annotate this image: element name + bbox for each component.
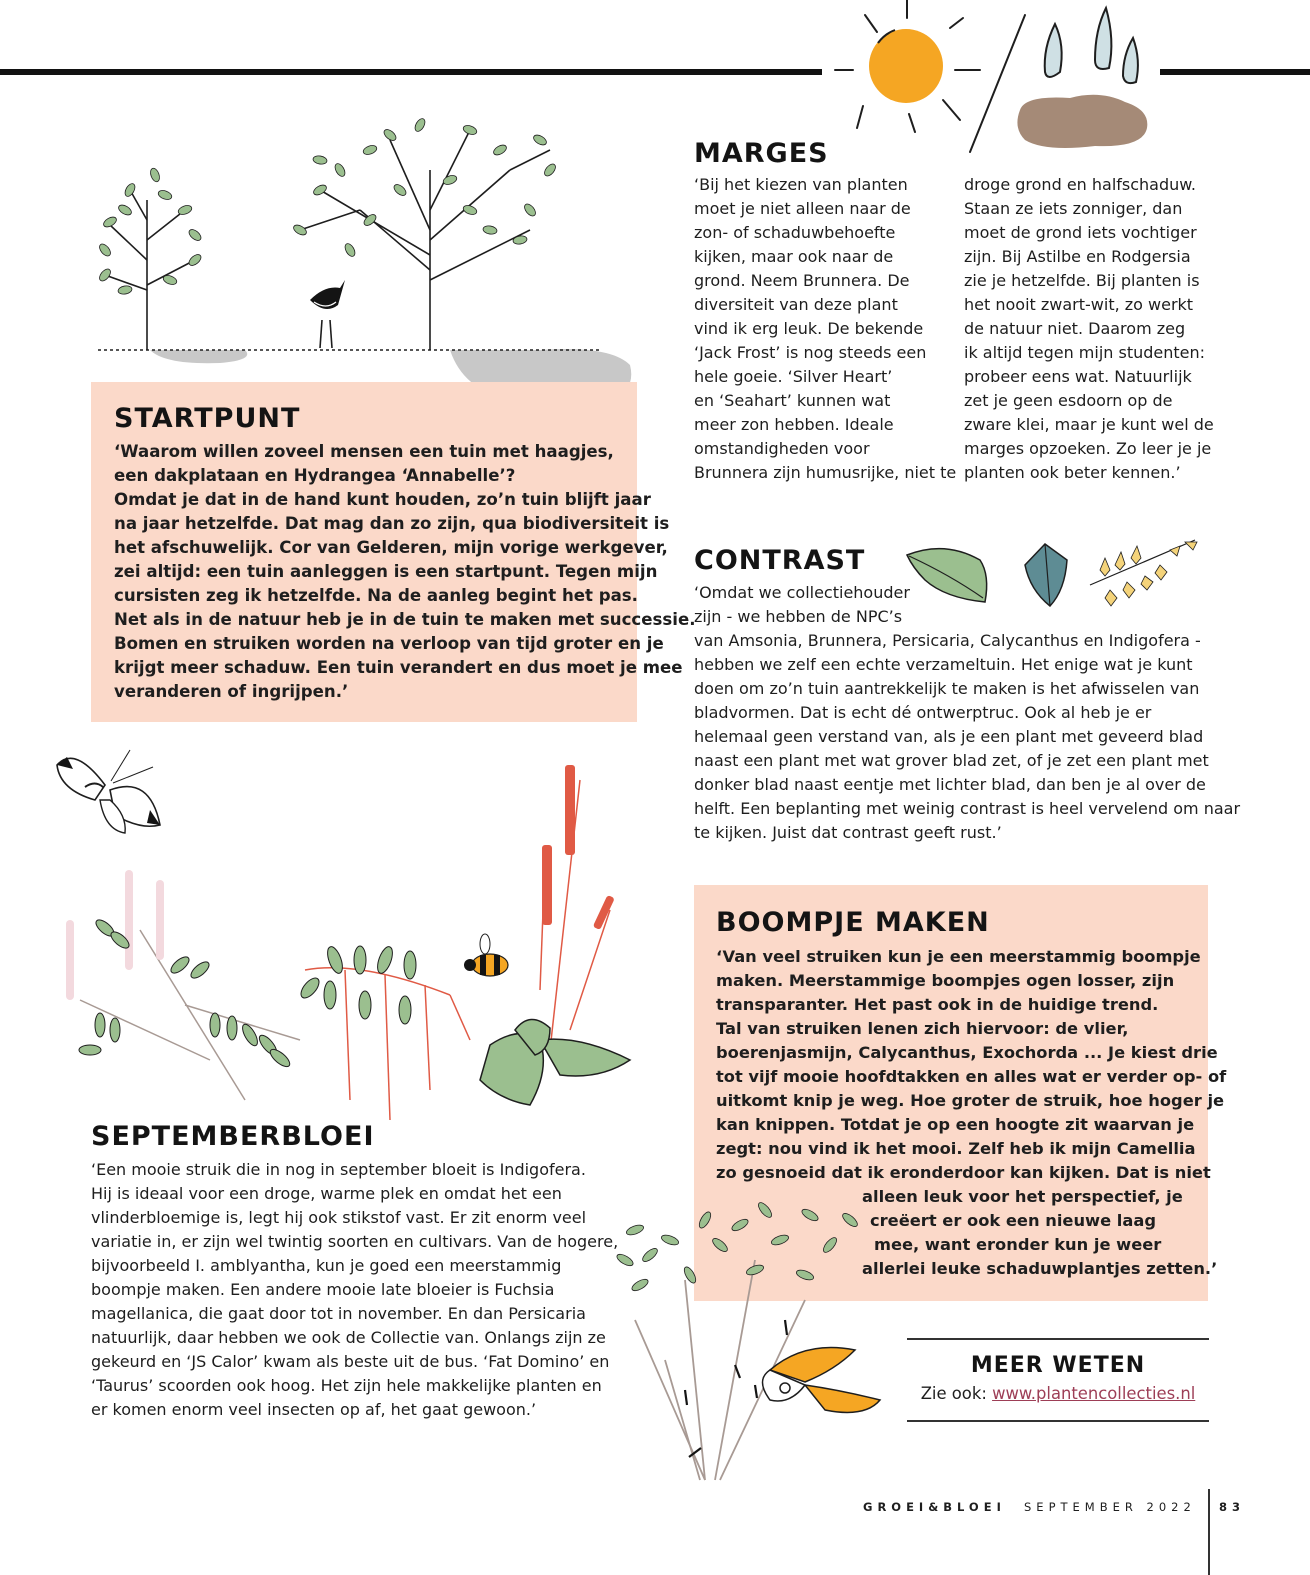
text-line: droge grond en halfschaduw. xyxy=(964,175,1196,194)
text-line: krijgt meer schaduw. Een tuin verandert en dus moet je mee xyxy=(114,658,683,677)
text-line: probeer eens wat. Natuurlijk xyxy=(964,367,1192,386)
text-line: ‘Jack Frost’ is nog steeds een xyxy=(694,343,927,362)
meer-weten-text xyxy=(907,1384,1209,1403)
meer-weten-prefix: Zie ook: xyxy=(920,1384,993,1403)
text-line: creëert er ook een nieuwe laag xyxy=(870,1211,1157,1230)
text-line: ‘Van veel struiken kun je een meerstammig boompje xyxy=(716,947,1201,966)
text-line: alleen leuk voor het perspectief, je xyxy=(862,1187,1183,1206)
text-line: vlinderbloemige is, legt hij ook stikstof vast. Er zit enorm veel xyxy=(91,1208,587,1227)
footer-magazine-b: BLOEI xyxy=(943,1500,1006,1514)
text-line: helemaal geen verstand van, als je een plant met geveerd blad xyxy=(694,727,1204,746)
text-line: bijvoorbeeld I. amblyantha, kun je goed een meerstammig xyxy=(91,1256,562,1275)
boompje-body xyxy=(716,945,1226,1185)
contrast-body xyxy=(694,581,1240,845)
text-line: ‘Waarom willen zoveel mensen een tuin met haagjes, xyxy=(114,442,614,461)
large-leaf-rosette xyxy=(480,1019,630,1105)
text-line: er komen enorm veel insecten op af, het gaat gewoon.’ xyxy=(91,1400,537,1419)
text-line: Net als in de natuur heb je in de tuin te maken met successie. xyxy=(114,610,696,629)
text-line: hele goeie. ‘Silver Heart’ xyxy=(694,367,893,386)
persicaria-leaves xyxy=(298,945,416,1024)
text-line: ik altijd tegen mijn studenten: xyxy=(964,343,1206,362)
text-line: Brunnera zijn humusrijke, niet te xyxy=(694,463,957,482)
text-line: magellanica, die gaat door tot in november. En dan Persicaria xyxy=(91,1304,586,1323)
footer-amp: & xyxy=(928,1500,944,1514)
bee-icon xyxy=(464,934,508,976)
text-line: allerlei leuke schaduwplantjes zetten.’ xyxy=(862,1259,1218,1278)
boompje-title: BOOMPJE MAKEN xyxy=(716,907,990,938)
text-line: omstandigheden voor xyxy=(694,439,870,458)
text-line: transparanter. Het past ook in de huidige trend. xyxy=(716,995,1159,1014)
top-rule-left xyxy=(0,69,822,75)
text-line: boerenjasmijn, Calycanthus, Exochorda ... Je kiest drie xyxy=(716,1043,1218,1062)
trees-and-bird-illustration xyxy=(70,110,640,410)
text-line: doen om zo’n tuin aantrekkelijk te maken is het afwisselen van xyxy=(694,679,1200,698)
septemberbloei-body xyxy=(91,1158,618,1422)
text-line: moet je niet alleen naar de xyxy=(694,199,911,218)
top-rule-right xyxy=(1160,69,1310,75)
text-line: zei altijd: een tuin aanleggen is een startpunt. Tegen mijn xyxy=(114,562,658,581)
text-line: van Amsonia, Brunnera, Persicaria, Calycanthus en Indigofera - xyxy=(694,631,1201,650)
raindrop-icons xyxy=(1045,8,1138,83)
text-line: Tal van struiken lenen zich hiervoor: de vlier, xyxy=(716,1019,1129,1038)
text-line: Bomen en struiken worden na verloop van tijd groter en je xyxy=(114,634,664,653)
footer-divider xyxy=(1208,1489,1210,1575)
text-line: gekeurd en ‘JS Calor’ kwam als beste uit de bus. ‘Fat Domino’ en xyxy=(91,1352,610,1371)
text-line: zet je geen esdoorn op de xyxy=(964,391,1173,410)
text-line: moet de grond iets vochtiger xyxy=(964,223,1197,242)
soil-icon xyxy=(1017,95,1147,148)
text-line: zie je hetzelfde. Bij planten is xyxy=(964,271,1200,290)
text-line: hebben we zelf een echte verzameltuin. Het enige wat je kunt xyxy=(694,655,1193,674)
text-line: kijken, maar ook naar de xyxy=(694,247,894,266)
text-line: veranderen of ingrijpen.’ xyxy=(114,682,349,701)
text-line: ‘Bij het kiezen van planten xyxy=(694,175,908,194)
septemberbloei-title: SEPTEMBERBLOEI xyxy=(91,1121,375,1152)
text-line: de natuur niet. Daarom zeg xyxy=(964,319,1186,338)
text-line: na jaar hetzelfde. Dat mag dan zo zijn, qua biodiversiteit is xyxy=(114,514,670,533)
boompje-body-indented xyxy=(862,1185,1217,1281)
indigofera-leaves xyxy=(79,917,292,1069)
text-line: planten ook beter kennen.’ xyxy=(964,463,1181,482)
text-line: zegt: nou vind ik het mooi. Zelf heb ik mijn Camellia xyxy=(716,1139,1196,1158)
tree-leaves xyxy=(97,117,557,295)
text-line: naast een plant met wat grover blad zet, of je zet een plant met xyxy=(694,751,1209,770)
plantencollecties-link[interactable]: www.plantencollecties.nl xyxy=(992,1384,1196,1403)
text-line: zware klei, maar je kunt wel de xyxy=(964,415,1214,434)
text-line: kan knippen. Totdat je op een hoogte zit waarvan je xyxy=(716,1115,1195,1134)
footer-issue: SEPTEMBER 2022 xyxy=(1024,1500,1196,1514)
footer-magazine xyxy=(863,1500,1006,1514)
text-line: helft. Een beplanting met weinig contrast is heel vervelend om naar xyxy=(694,799,1241,818)
contrast-title: CONTRAST xyxy=(694,545,866,576)
startpunt-title: STARTPUNT xyxy=(114,403,301,434)
text-line: ‘Taurus’ scoorden ook hoog. Het zijn hele makkelijke planten en xyxy=(91,1376,602,1395)
text-line: vind ik erg leuk. De bekende xyxy=(694,319,924,338)
text-line: Staan ze iets zonniger, dan xyxy=(964,199,1183,218)
text-line: meer zon hebben. Ideale xyxy=(694,415,894,434)
text-line: een dakplataan en Hydrangea ‘Annabelle’? xyxy=(114,466,516,485)
text-line: zijn - we hebben de NPC’s xyxy=(694,607,903,626)
text-line: te kijken. Juist dat contrast geeft rust.’ xyxy=(694,823,1002,842)
marges-column-2 xyxy=(964,173,1214,485)
text-line: diversiteit van deze plant xyxy=(694,295,898,314)
text-line: mee, want eronder kun je weer xyxy=(874,1235,1162,1254)
pruned-shrub-illustration xyxy=(605,1200,875,1490)
text-line: maken. Meerstammige boompjes ogen losser, zijn xyxy=(716,971,1175,990)
meer-weten-top-rule xyxy=(907,1338,1209,1340)
text-line: ‘Omdat we collectiehouder xyxy=(694,583,910,602)
text-line: natuurlijk, daar hebben we ook de Collectie van. Onlangs zijn ze xyxy=(91,1328,606,1347)
footer-magazine-a: GROEI xyxy=(863,1500,929,1514)
text-line: Omdat je dat in de hand kunt houden, zo’n tuin blijft jaar xyxy=(114,490,651,509)
text-line: grond. Neem Brunnera. De xyxy=(694,271,910,290)
text-line: het nooit zwart-wit, zo werkt xyxy=(964,295,1194,314)
text-line: marges opzoeken. Zo leer je je xyxy=(964,439,1212,458)
text-line: bladvormen. Dat is echt dé ontwerptruc. Ook al heb je er xyxy=(694,703,1152,722)
shrub-leaves xyxy=(615,1201,859,1293)
meer-weten-bottom-rule xyxy=(907,1420,1209,1422)
text-line: en ‘Seahart’ kunnen wat xyxy=(694,391,891,410)
september-plants-illustration xyxy=(60,760,640,1120)
marges-column-1 xyxy=(694,173,956,485)
text-line: het afschuwelijk. Cor van Gelderen, mijn vorige werkgever, xyxy=(114,538,668,557)
meer-weten-title: MEER WETEN xyxy=(970,1353,1146,1378)
startpunt-body xyxy=(114,440,696,704)
marges-title: MARGES xyxy=(694,138,829,169)
text-line: uitkomt knip je weg. Hoe groter de struik, hoe hoger je xyxy=(716,1091,1225,1110)
bird-icon xyxy=(310,280,345,309)
text-line: boompje maken. Een andere mooie late bloeier is Fuchsia xyxy=(91,1280,555,1299)
text-line: tot vijf mooie hoofdtakken en alles wat er verder op- of xyxy=(716,1067,1227,1086)
text-line: zo gesnoeid dat ik eronderdoor kan kijken. Dat is niet xyxy=(716,1163,1211,1182)
sun-rain-soil-illustration xyxy=(825,0,1155,160)
text-line: zon- of schaduwbehoefte xyxy=(694,223,896,242)
text-line: Hij is ideaal voor een droge, warme plek en omdat het een xyxy=(91,1184,562,1203)
page-number: 83 xyxy=(1219,1500,1246,1514)
secateurs-icon xyxy=(763,1348,881,1413)
text-line: variatie in, er zijn wel twintig soorten en cultivars. Van de hogere, xyxy=(91,1232,619,1251)
text-line: ‘Een mooie struik die in nog in september bloeit is Indigofera. xyxy=(91,1160,586,1179)
text-line: zijn. Bij Astilbe en Rodgersia xyxy=(964,247,1191,266)
text-line: donker blad naast eentje met lichter blad, dan ben je al over de xyxy=(694,775,1206,794)
text-line: cursisten zeg ik hetzelfde. Na de aanleg begint het pas. xyxy=(114,586,638,605)
